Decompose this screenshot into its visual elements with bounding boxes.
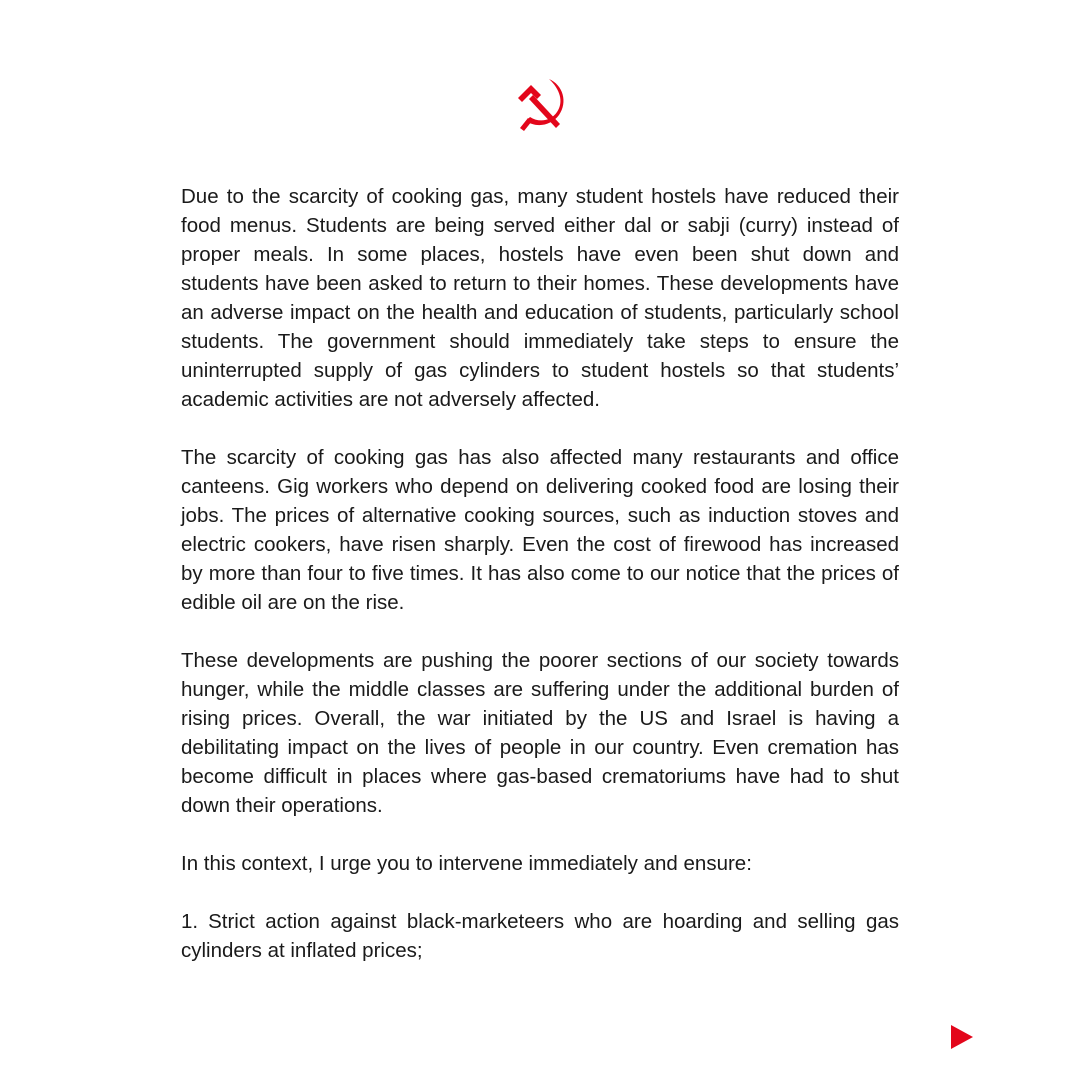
paragraph: In this context, I urge you to intervene immediately and ensure: xyxy=(181,852,752,875)
list-item-text: Strict action against black-marketeers who are hoarding and selling gas cylinders at inflated prices; xyxy=(181,910,899,962)
letter-body xyxy=(181,182,899,965)
paragraph: These developments are pushing the poorer sections of our society towards hunger, while the middle classes are suffering under the additional burden of rising prices. Overall, the war initiated by the US and Israel is having a debilitating impact on the lives of people in our country. Even cremation has become difficult in places where gas-based crematoriums have had to shut down their operations. xyxy=(181,649,899,817)
hammer-sickle-icon xyxy=(511,76,571,132)
list-item xyxy=(181,907,899,965)
paragraph: The scarcity of cooking gas has also affected many restaurants and office canteens. Gig workers who depend on delivering cooked food are losing their jobs. The prices of alternative cooking sources, such as induction stoves and electric cookers, have risen sharply. Even the cost of firewood has increased by more than four to five times. It has also come to our notice that the prices of edible oil are on the rise. xyxy=(181,446,899,614)
play-arrow-icon xyxy=(950,1025,974,1049)
list-item-number: 1. xyxy=(181,910,199,933)
next-page-button[interactable] xyxy=(950,1025,974,1049)
paragraph: Due to the scarcity of cooking gas, many student hostels have reduced their food menus. Students are being served either dal or sabji (curry) instead of proper meals. In some places, hostels have even been shut down and students have been asked to return to their homes. These developments have an adverse impact on the health and education of students, particularly school students. The government should immediately take steps to ensure the uninterrupted supply of gas cylinders to student hostels so that students’ academic activities are not adversely affected. xyxy=(181,185,899,411)
